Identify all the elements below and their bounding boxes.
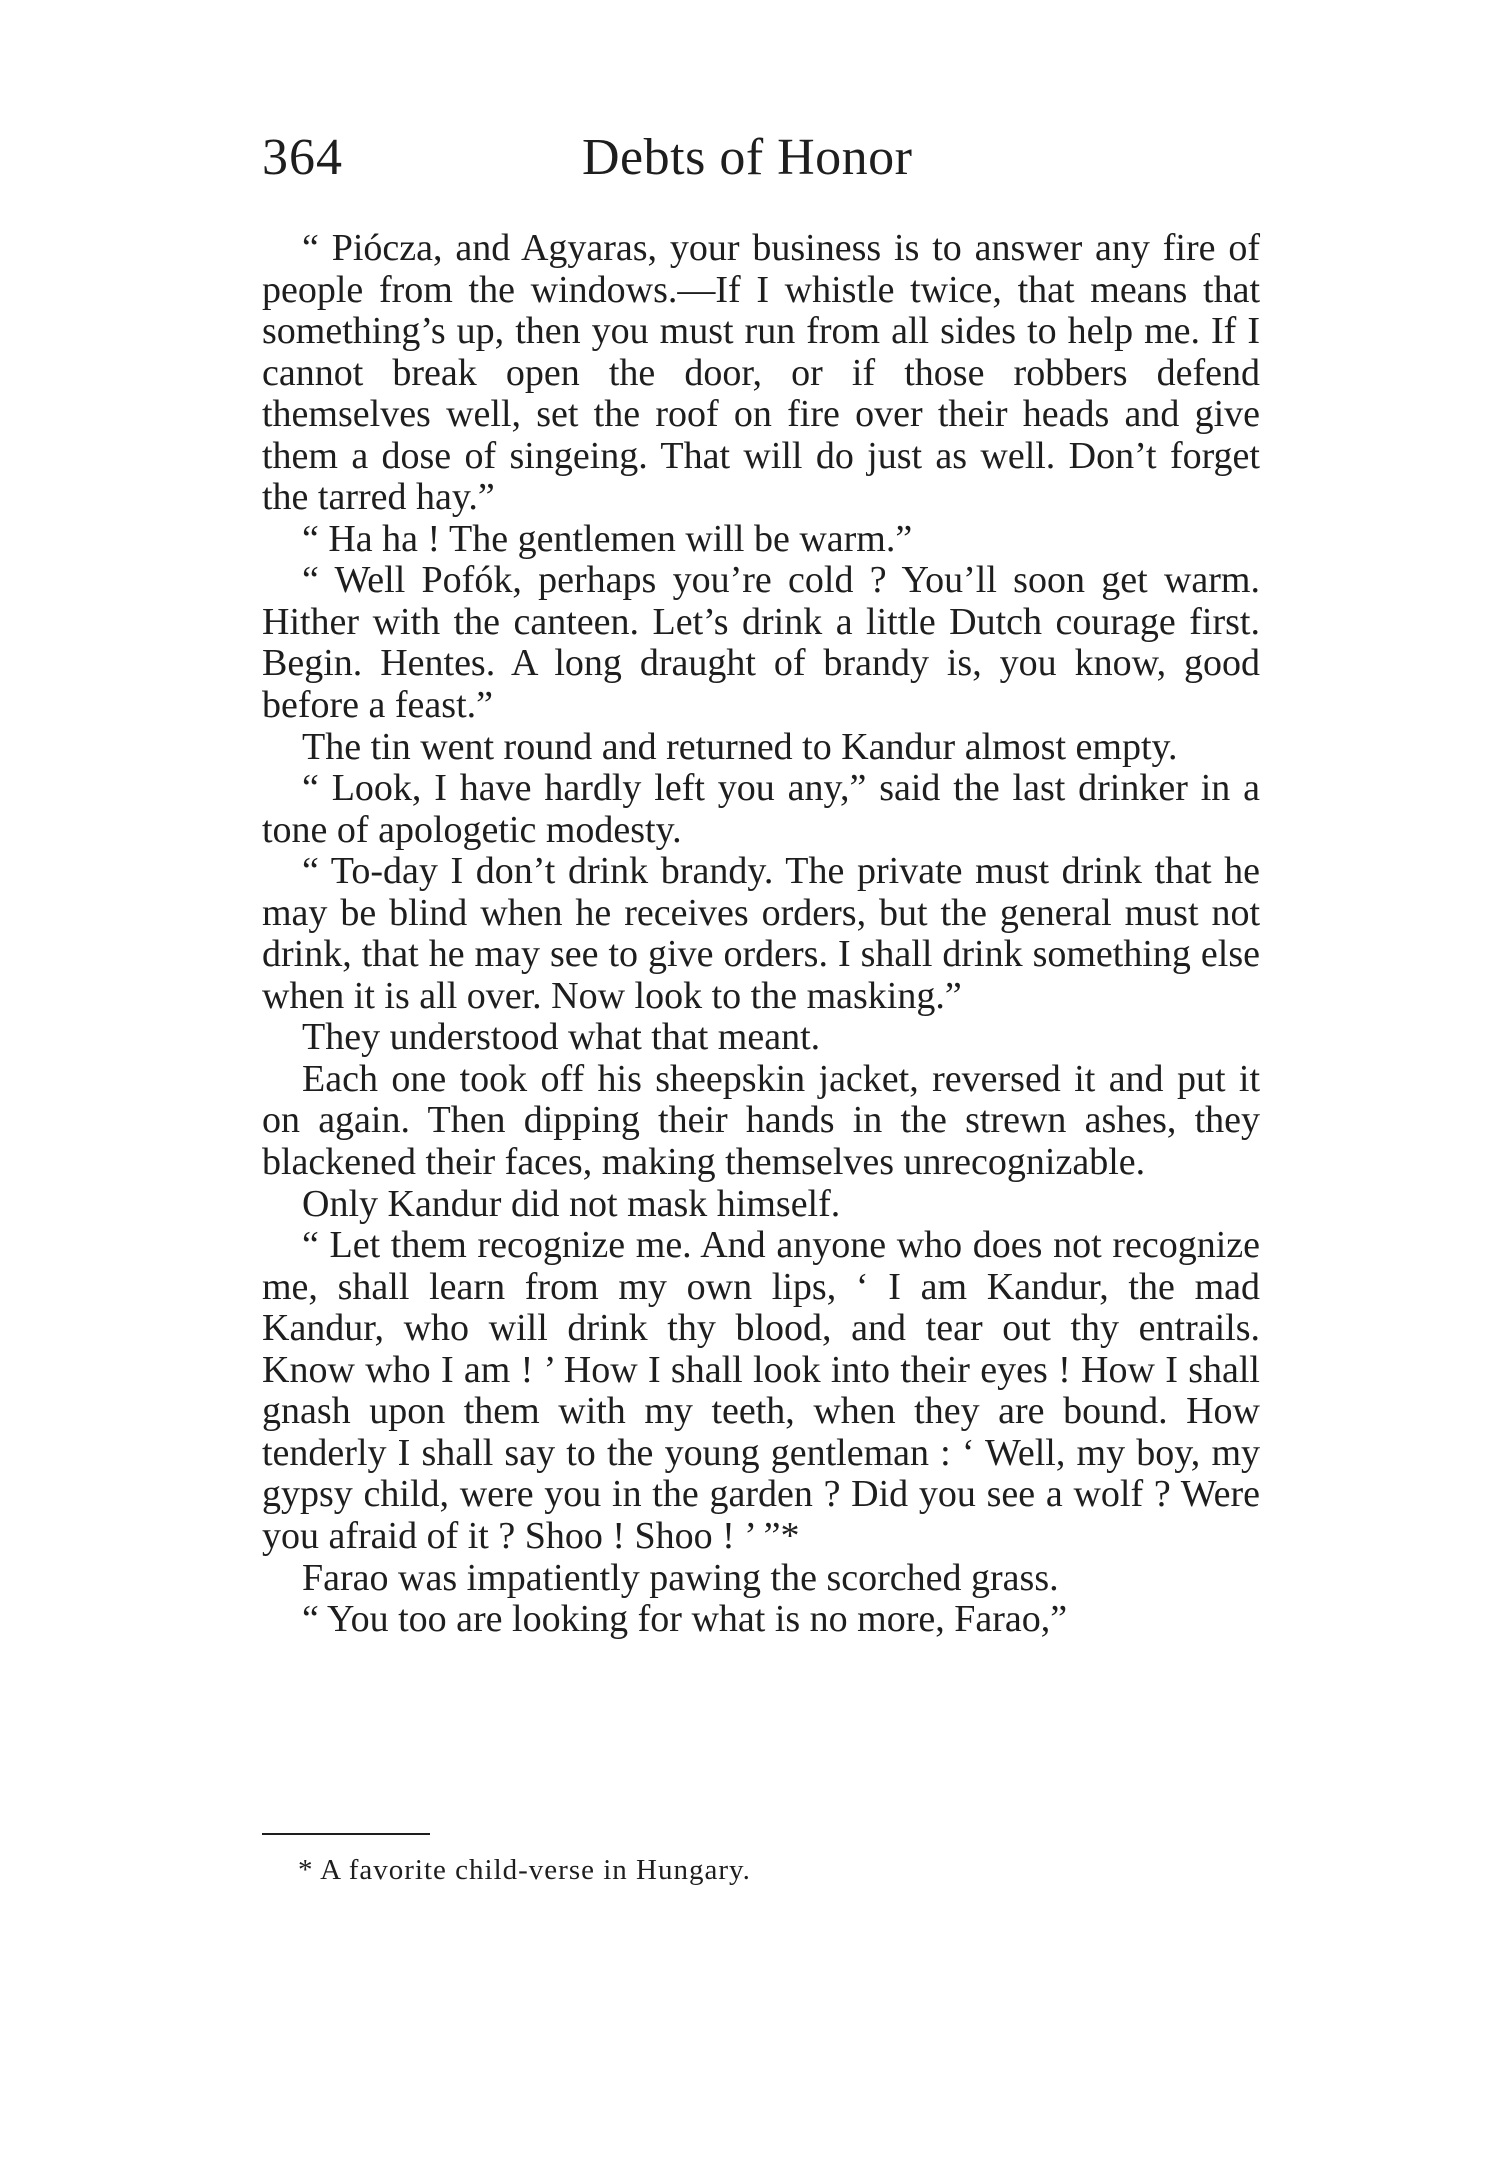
- paragraph: They understood what that meant.: [302, 1016, 821, 1059]
- paragraph: Farao was impatiently pawing the scorched grass.: [302, 1556, 1059, 1599]
- paragraph: Only Kandur did not mask himself.: [302, 1182, 841, 1225]
- paragraph: “ Look, I have hardly left you any,” said the last drinker in a tone of apologetic modesty.: [262, 767, 1260, 851]
- running-head: [262, 128, 1262, 198]
- body-text: [262, 228, 1260, 1641]
- footnote-rule: [262, 1833, 430, 1835]
- paragraph: “ Let them recognize me. And anyone who does not recognize me, shall learn from my own lips, ‘ I am Kandur, the mad Kandur, who will drink thy blood, and tear out thy entrails. Know who I am ! ’ How I shall look into their eyes ! How I shall gnash upon them with my teeth, when they are bound. How tenderly I shall say to the young gentleman : ‘ Well, my boy, my gypsy child, were you in the garden ? Did you see a wolf ? Were you afraid of it ? Shoo ! Shoo ! ’ ”*: [262, 1224, 1260, 1557]
- paragraph: “ Piócza, and Agyaras, your business is to answer any fire of people from the windows.—If I whistle twice, that means that something’s up, then you must run from all sides to help me. If I cannot break open the door, or if those robbers defend themselves well, set the roof on fire over their heads and give them a dose of singeing. That will do just as well. Don’t forget the tarred hay.”: [262, 227, 1260, 519]
- page-number: 364: [262, 129, 343, 186]
- running-title: Debts of Honor: [582, 129, 913, 186]
- paragraph: The tin went round and returned to Kandur almost empty.: [302, 725, 1178, 768]
- paragraph: “ Well Pofók, perhaps you’re cold ? You’ll soon get warm. Hither with the canteen. Let’s drink a little Dutch courage first. Begin. Hentes. A long draught of brandy is, you know, good before a feast.”: [262, 559, 1260, 727]
- paragraph: “ To-day I don’t drink brandy. The private must drink that he may be blind when he receives orders, but the general must not drink, that he may see to give orders. I shall drink something else when it is all over. Now look to the masking.”: [262, 850, 1260, 1017]
- footnote: * A favorite child-verse in Hungary.: [298, 1854, 751, 1886]
- paragraph: Each one took off his sheepskin jacket, reversed it and put it on again. Then dipping their hands in the strewn ashes, they blackened their faces, making themselves unrecognizable.: [262, 1057, 1260, 1184]
- paragraph: “ You too are looking for what is no more, Farao,”: [302, 1598, 1068, 1641]
- paragraph: “ Ha ha ! The gentlemen will be warm.”: [302, 517, 913, 560]
